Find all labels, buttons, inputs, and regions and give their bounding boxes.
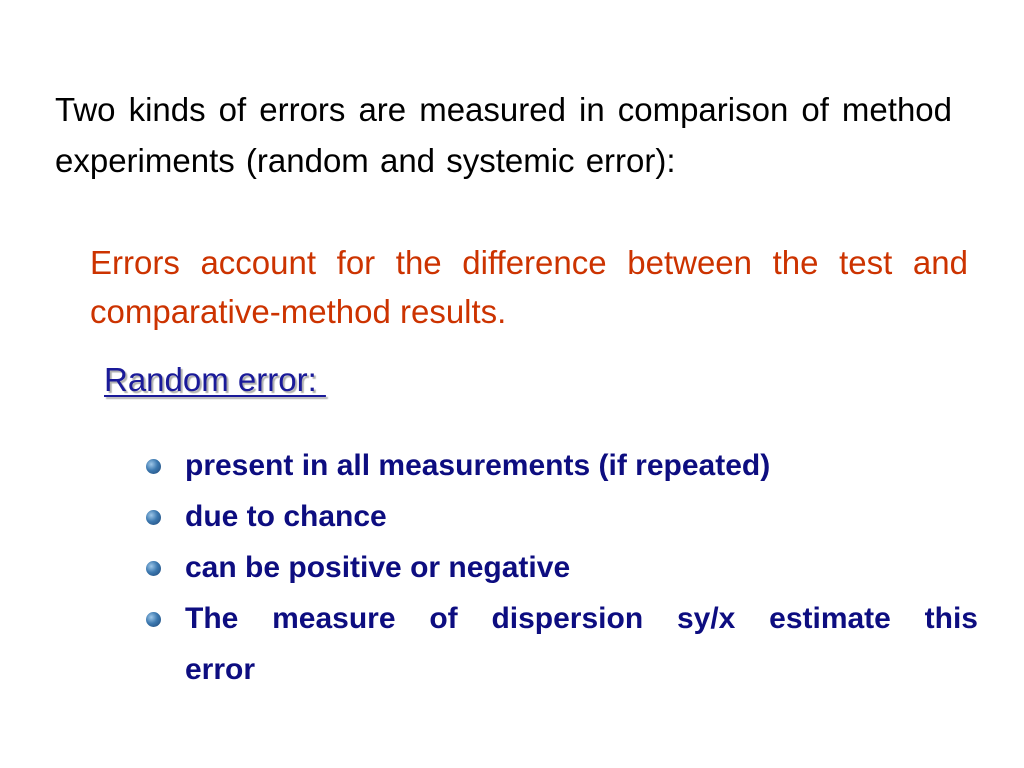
sphere-bullet-icon	[146, 561, 161, 576]
intro-paragraph: Two kinds of errors are measured in comparison of method experiments (random and systemic error):	[55, 91, 952, 179]
bullet-text: The measure of dispersion sy/x estimate this error	[185, 602, 978, 686]
bullet-text: due to chance	[185, 500, 387, 533]
list-item	[140, 440, 978, 491]
bullet-text: present in all measurements (if repeated)	[185, 449, 771, 482]
error-note: Errors account for the difference between the test and comparative-method results.	[90, 244, 968, 330]
bullet-list	[140, 440, 978, 695]
sphere-bullet-icon	[146, 459, 161, 474]
bullet-text: can be positive or negative	[185, 551, 571, 584]
list-item	[140, 491, 978, 542]
list-item	[140, 593, 978, 695]
list-item	[140, 542, 978, 593]
sphere-bullet-icon	[146, 510, 161, 525]
random-error-heading: Random error:	[104, 361, 326, 398]
sphere-bullet-icon	[146, 612, 161, 627]
